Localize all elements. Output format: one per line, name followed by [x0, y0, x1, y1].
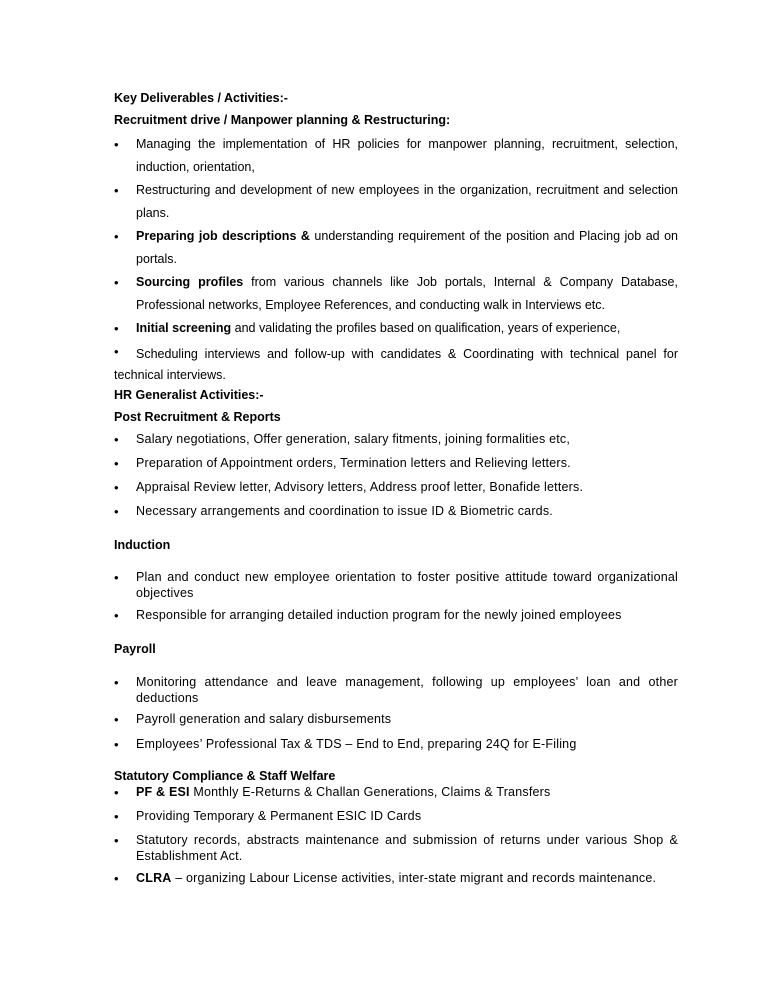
- bullet-icon: •: [114, 785, 119, 800]
- bullet-icon: •: [114, 275, 119, 290]
- list-item: [114, 456, 678, 472]
- bullet-icon: •: [114, 675, 119, 690]
- list-item: [114, 432, 678, 448]
- list-item: [114, 871, 678, 887]
- list-item: [114, 675, 678, 706]
- list-item-text: Monitoring attendance and leave management, following up employees’ loan and other deductions: [136, 675, 678, 705]
- heading-post-recruitment: Post Recruitment & Reports: [114, 410, 281, 424]
- bullet-icon: •: [114, 480, 119, 495]
- heading-recruitment: Recruitment drive / Manpower planning & Restructuring:: [114, 113, 451, 127]
- bullet-icon: •: [114, 608, 119, 623]
- list-item: [114, 344, 678, 386]
- list-item-bold: Preparing job descriptions &: [136, 229, 310, 243]
- list-item: [114, 504, 678, 520]
- list-item-text: Initial screening and validating the profiles based on qualification, years of experience,: [136, 321, 621, 335]
- heading-hr-generalist: HR Generalist Activities:-: [114, 388, 264, 402]
- list-item: [114, 833, 678, 864]
- list-item: [114, 480, 678, 496]
- list-item-bold: PF & ESI: [136, 785, 190, 799]
- list-item: [114, 712, 678, 728]
- bullet-icon: •: [114, 737, 119, 752]
- list-item-text: Providing Temporary & Permanent ESIC ID Cards: [136, 809, 422, 823]
- bullet-icon: •: [114, 456, 119, 471]
- bullet-icon: •: [114, 504, 119, 519]
- list-item: [114, 179, 678, 225]
- list-item-text: Employees’ Professional Tax & TDS – End to End, preparing 24Q for E-Filing: [136, 737, 577, 751]
- bullet-icon: •: [114, 712, 119, 727]
- list-item-text: Plan and conduct new employee orientation to foster positive attitude toward organizational objectives: [136, 570, 678, 600]
- list-item-text: CLRA – organizing Labour License activities, inter-state migrant and records maintenance.: [136, 871, 657, 885]
- list-item-text: Appraisal Review letter, Advisory letters, Address proof letter, Bonafide letters.: [136, 480, 584, 494]
- list-item: [114, 737, 678, 753]
- list-item: [114, 608, 678, 624]
- list-item-text: Sourcing profiles from various channels like Job portals, Internal & Company Database, Professional networks, Employee References, and conducting walk in Interviews etc.: [136, 275, 678, 312]
- list-item-text: Preparation of Appointment orders, Termination letters and Relieving letters.: [136, 456, 571, 470]
- heading-payroll: Payroll: [114, 642, 156, 656]
- list-item-text: Scheduling interviews and follow-up with candidates & Coordinating with technical panel for technical interviews.: [114, 347, 678, 382]
- list-item: [114, 317, 678, 340]
- list-item-bold: Sourcing profiles: [136, 275, 244, 289]
- list-item-text: Preparing job descriptions & understanding requirement of the position and Placing job ad on portals.: [136, 229, 678, 266]
- list-item-text: Responsible for arranging detailed induction program for the newly joined employees: [136, 608, 622, 622]
- list-item-text: PF & ESI Monthly E-Returns & Challan Generations, Claims & Transfers: [136, 785, 551, 799]
- bullet-icon: •: [114, 833, 119, 848]
- list-item-text: Payroll generation and salary disbursements: [136, 712, 392, 726]
- list-item-bold: CLRA: [136, 871, 172, 885]
- bullet-icon: •: [114, 871, 119, 886]
- bullet-icon: •: [114, 432, 119, 447]
- list-item-text: Statutory records, abstracts maintenance and submission of returns under various Shop & Establishment Act.: [136, 833, 678, 863]
- bullet-icon: •: [114, 321, 119, 336]
- list-item: [114, 133, 678, 179]
- heading-induction: Induction: [114, 538, 171, 552]
- bullet-icon: •: [114, 229, 119, 244]
- bullet-icon: •: [114, 344, 119, 359]
- list-item-text: Salary negotiations, Offer generation, salary fitments, joining formalities etc,: [136, 432, 571, 446]
- list-item: [114, 225, 678, 271]
- bullet-icon: •: [114, 809, 119, 824]
- bullet-icon: •: [114, 570, 119, 585]
- list-item-text: Necessary arrangements and coordination to issue ID & Biometric cards.: [136, 504, 553, 518]
- bullet-icon: •: [114, 137, 119, 152]
- list-item-text: Restructuring and development of new employees in the organization, recruitment and selection plans.: [136, 183, 678, 220]
- heading-statutory: Statutory Compliance & Staff Welfare: [114, 769, 336, 783]
- list-item: [114, 809, 678, 825]
- bullet-icon: •: [114, 183, 119, 198]
- heading-key-deliverables: Key Deliverables / Activities:-: [114, 91, 288, 105]
- list-item-text: Managing the implementation of HR policies for manpower planning, recruitment, selection, induction, orientation,: [136, 137, 678, 174]
- list-item: [114, 271, 678, 317]
- list-item: [114, 785, 678, 801]
- list-item: [114, 570, 678, 601]
- list-item-bold: Initial screening: [136, 321, 232, 335]
